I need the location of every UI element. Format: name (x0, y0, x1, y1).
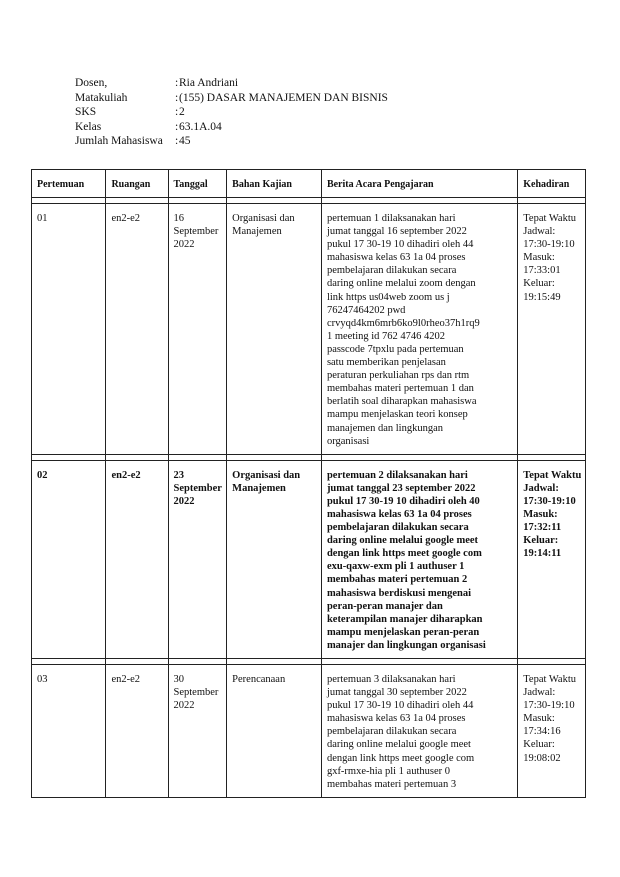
cell-tanggal-lines (174, 469, 222, 508)
cell-berita-acara-lines (327, 212, 512, 448)
info-row-kelas (75, 120, 388, 135)
info-label: Kelas (75, 120, 102, 133)
text-line: 17:32:11 (523, 522, 562, 534)
cell-kehadiran-lines (523, 212, 580, 304)
cell-berita-acara-lines (327, 469, 512, 652)
info-row-matakuliah (75, 91, 388, 106)
cell-berita-acara (321, 460, 517, 658)
text-line: 17:30-19:10 (523, 239, 575, 251)
text-line: 17:30-19:10 (523, 495, 576, 507)
cell-tanggal-lines (174, 212, 222, 251)
column-header-tanggal: Tanggal (168, 170, 227, 198)
text-line: pembelajaran dilakukan secara (326, 265, 457, 277)
column-header-berita-acara: Berita Acara Pengajaran (321, 170, 517, 198)
text-line: dengan link https meet google com (326, 752, 475, 764)
cell-kehadiran (518, 665, 586, 798)
cell-ruangan: en2-e2 (106, 460, 168, 658)
text-line: Keluar: (523, 739, 555, 751)
info-row-jumlah-mahasiswa (75, 134, 388, 149)
cell-kehadiran-lines (523, 673, 580, 765)
info-value: 63.1A.04 (179, 120, 222, 133)
text-line: peran-peran manajer dan (326, 600, 443, 612)
text-line: daring online melalui google meet (326, 739, 471, 751)
text-line: Masuk: (523, 713, 555, 725)
text-line: September (173, 482, 222, 494)
column-header-pertemuan: Pertemuan (32, 170, 106, 198)
text-line: satu memberikan penjelasan (326, 357, 446, 369)
text-line: Tepat Waktu (523, 469, 582, 481)
text-line: 17:34:16 (523, 726, 561, 738)
text-line: September (173, 226, 219, 238)
info-value: 2 (179, 106, 185, 119)
cell-tanggal (168, 460, 227, 658)
text-line: Tepat Waktu (523, 213, 577, 224)
text-line: Jadwal: (523, 482, 559, 494)
cell-ruangan: en2-e2 (106, 204, 168, 455)
text-line: 2022 (173, 495, 195, 507)
text-line: Masuk: (523, 508, 558, 520)
text-line: mampu menjelaskan peran-peran (326, 626, 480, 638)
text-line: membahas materi pertemuan 2 (326, 574, 468, 586)
cell-tanggal (168, 204, 227, 455)
text-line: pertemuan 3 dilaksanakan hari (326, 674, 456, 685)
text-line: mahasiswa kelas 63 1a 04 proses (326, 252, 466, 264)
text-line: mampu menjelaskan teori konsep (326, 409, 468, 421)
column-header-bahan-kajian: Bahan Kajian (227, 170, 322, 198)
text-line: organisasi (326, 435, 370, 447)
text-line: 19:08:02 (523, 752, 561, 764)
text-line: mahasiswa berdiskusi mengenai (326, 587, 472, 599)
cell-berita-acara (321, 665, 517, 798)
info-value: (155) DASAR MANAJEMEN DAN BISNIS (179, 91, 388, 104)
text-line: 23 (173, 469, 184, 481)
text-line: 2022 (173, 239, 195, 251)
text-line: Jadwal: (523, 226, 556, 238)
text-line: Tepat Waktu (523, 674, 577, 685)
text-line: peraturan perkuliahan rps dan rtm (326, 370, 470, 382)
text-line: 30 (173, 674, 184, 685)
info-label: Matakuliah (75, 91, 128, 104)
text-line: 19:15:49 (523, 291, 561, 303)
cell-pertemuan: 02 (32, 460, 106, 658)
cell-bahan-kajian (227, 665, 322, 798)
text-line: pukul 17 30-19 10 dihadiri oleh 40 (326, 495, 480, 507)
text-line: gxf-rmxe-hia pli 1 authuser 0 (326, 765, 450, 777)
attendance-table (31, 169, 586, 798)
cell-bahan-kajian (227, 204, 322, 455)
cell-bahan-kajian-lines (232, 469, 316, 495)
text-line: jumat tanggal 30 september 2022 (326, 687, 467, 699)
text-line: Keluar: (523, 278, 555, 290)
info-separator: : (175, 91, 179, 104)
table-body (32, 198, 586, 798)
text-line: daring online melalui zoom dengan (326, 278, 476, 290)
text-line: 76247464202 pwd (326, 304, 406, 316)
text-line: link https us04web zoom us j (326, 291, 450, 303)
text-line: jumat tanggal 23 september 2022 (326, 482, 476, 494)
info-label: SKS (75, 106, 97, 119)
text-line: 2022 (173, 700, 195, 712)
text-line: 16 (173, 213, 184, 224)
text-line: pembelajaran dilakukan secara (326, 726, 457, 738)
text-line: membahas materi pertemuan 1 dan (326, 383, 474, 395)
attendance-table-wrapper (31, 169, 586, 798)
text-line: membahas materi pertemuan 3 (326, 778, 457, 790)
cell-bahan-kajian-lines (232, 673, 316, 686)
text-line: Perencanaan (232, 674, 286, 685)
cell-bahan-kajian (227, 460, 322, 658)
text-line: manajer dan lingkungan organisasi (326, 639, 486, 651)
text-line: crvyqd4km6mrb6ko9l0rheo37h1rq9 (326, 317, 480, 329)
column-header-kehadiran: Kehadiran (518, 170, 586, 198)
info-separator: : (175, 135, 179, 148)
text-line: Organisasi dan (232, 213, 295, 224)
table-row (32, 665, 586, 798)
cell-bahan-kajian-lines (232, 212, 316, 238)
cell-kehadiran-lines (523, 469, 580, 561)
text-line: pukul 17 30-19 10 dihadiri oleh 44 (326, 239, 474, 251)
text-line: Jadwal: (523, 687, 556, 699)
cell-kehadiran (518, 460, 586, 658)
info-row-dosen (75, 76, 388, 91)
cell-pertemuan: 03 (32, 665, 106, 798)
cell-berita-acara-lines (327, 673, 512, 791)
text-line: mahasiswa kelas 63 1a 04 proses (326, 508, 472, 520)
cell-pertemuan: 01 (32, 204, 106, 455)
info-value: 45 (179, 135, 191, 148)
text-line: 17:30-19:10 (523, 700, 575, 712)
info-label: Jumlah Mahasiswa (75, 135, 163, 148)
text-line: pukul 17 30-19 10 dihadiri oleh 44 (326, 700, 474, 712)
info-separator: : (175, 120, 179, 133)
table-header-row (32, 170, 586, 198)
text-line: 1 meeting id 762 4746 4202 (326, 330, 446, 342)
text-line: 17:33:01 (523, 265, 561, 277)
text-line: manajemen dan lingkungan (326, 422, 443, 434)
text-line: mahasiswa kelas 63 1a 04 proses (326, 713, 466, 725)
text-line: pertemuan 1 dilaksanakan hari (326, 213, 456, 224)
cell-tanggal (168, 665, 227, 798)
info-value: Ria Andriani (179, 77, 239, 89)
text-line: exu-qaxw-exm pli 1 authuser 1 (326, 561, 465, 573)
cell-ruangan: en2-e2 (106, 665, 168, 798)
table-row (32, 460, 586, 658)
info-separator: : (175, 77, 179, 89)
info-label: Dosen, (75, 77, 108, 89)
text-line: Manajemen (232, 482, 286, 494)
course-info (75, 76, 388, 149)
text-line: Manajemen (232, 226, 282, 238)
text-line: September (173, 687, 219, 699)
text-line: jumat tanggal 16 september 2022 (326, 226, 467, 238)
text-line: Keluar: (523, 535, 559, 547)
info-row-sks (75, 105, 388, 120)
table-row (32, 204, 586, 455)
cell-berita-acara (321, 204, 517, 455)
text-line: dengan link https meet google com (326, 548, 482, 560)
column-header-ruangan: Ruangan (106, 170, 168, 198)
text-line: 19:14:11 (523, 548, 562, 560)
text-line: daring online melalui google meet (326, 535, 479, 547)
cell-tanggal-lines (174, 673, 222, 712)
text-line: passcode 7tpxlu pada pertemuan (326, 343, 464, 355)
text-line: berlatih soal diharapkan mahasiswa (326, 396, 477, 408)
cell-kehadiran (518, 204, 586, 455)
text-line: pertemuan 2 dilaksanakan hari (326, 469, 468, 481)
info-separator: : (175, 106, 179, 119)
text-line: Masuk: (523, 252, 555, 264)
text-line: Organisasi dan (232, 469, 301, 481)
text-line: keterampilan manajer diharapkan (326, 613, 483, 625)
text-line: pembelajaran dilakukan secara (326, 522, 469, 534)
